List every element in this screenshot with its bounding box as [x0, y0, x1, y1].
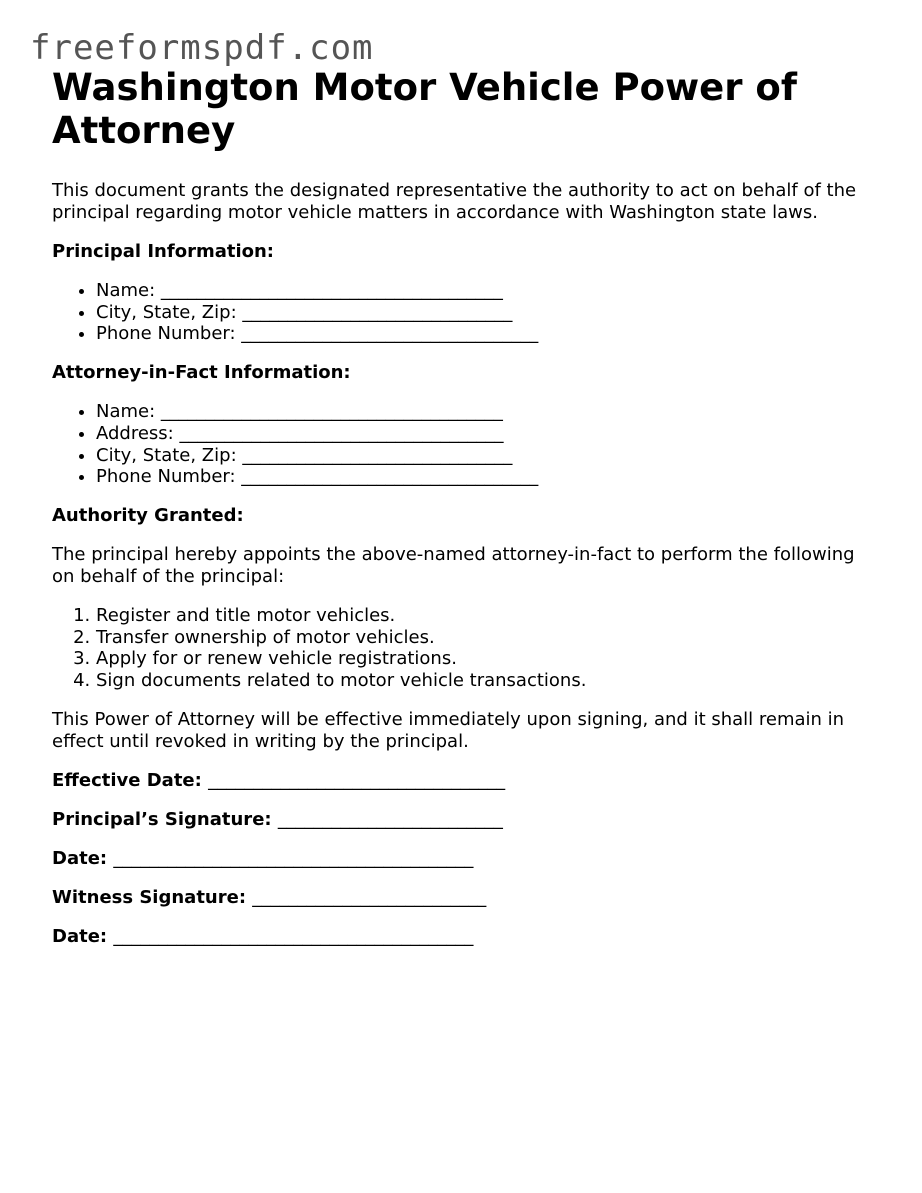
witness-signature-blank: __________________________ [252, 886, 487, 908]
witness-date-label: Date: [52, 925, 114, 947]
site-watermark: freeformspdf.com [30, 28, 374, 68]
witness-date-blank: ________________________________________ [113, 925, 474, 947]
power-item: 3. Apply for or renew vehicle registrations. [96, 648, 872, 670]
attorney-address-field: • Address: ____________________________________ [96, 423, 872, 445]
attorney-city-state-zip-field: • City, State, Zip: ______________________________ [96, 445, 872, 467]
witness-signature-line [52, 887, 872, 909]
effect-paragraph: This Power of Attorney will be effective immediately upon signing, and it shall remain in effect until revoked in writing by the principal. [52, 708, 845, 752]
principal-date-label: Date: [52, 847, 114, 869]
witness-signature-label: Witness Signature: [52, 886, 253, 908]
effective-date-blank: _________________________________ [208, 769, 506, 791]
document-title: Washington Motor Vehicle Power of Attorney [52, 66, 797, 152]
effective-date-line [52, 770, 872, 792]
principal-date-line [52, 848, 872, 870]
principal-signature-label: Principal’s Signature: [52, 808, 278, 830]
principal-fields-list [52, 280, 872, 345]
principal-date-blank: ________________________________________ [113, 847, 474, 869]
principal-heading: Principal Information: [52, 241, 275, 262]
principal-phone-field: • Phone Number: _________________________________ [96, 323, 872, 345]
attorney-heading: Attorney-in-Fact Information: [52, 362, 351, 384]
authority-heading: Authority Granted: [52, 504, 244, 526]
power-item: 2. Transfer ownership of motor vehicles. [96, 627, 872, 649]
powers-list [52, 605, 872, 692]
authority-paragraph: The principal hereby appoints the above-named attorney-in-fact to perform the following on behalf of the principal: [52, 543, 855, 587]
document-body [52, 66, 872, 948]
intro-paragraph: This document grants the designated representative the authority to act on behalf of the principal regarding motor vehicle matters in accordance with Washington state laws. [52, 180, 857, 223]
principal-name-field: • Name: ______________________________________ [96, 280, 872, 302]
attorney-phone-field: • Phone Number: _________________________________ [96, 466, 872, 488]
principal-signature-blank: _________________________ [277, 808, 503, 830]
power-item: 4. Sign documents related to motor vehicle transactions. [96, 670, 872, 692]
witness-date-line [52, 926, 872, 948]
effective-date-label: Effective Date: [52, 769, 209, 791]
attorney-fields-list [52, 401, 872, 488]
principal-city-state-zip-field: • City, State, Zip: ______________________________ [96, 302, 872, 324]
principal-signature-line [52, 809, 872, 831]
power-item: 1. Register and title motor vehicles. [96, 605, 872, 627]
attorney-name-field: • Name: ______________________________________ [96, 401, 872, 423]
